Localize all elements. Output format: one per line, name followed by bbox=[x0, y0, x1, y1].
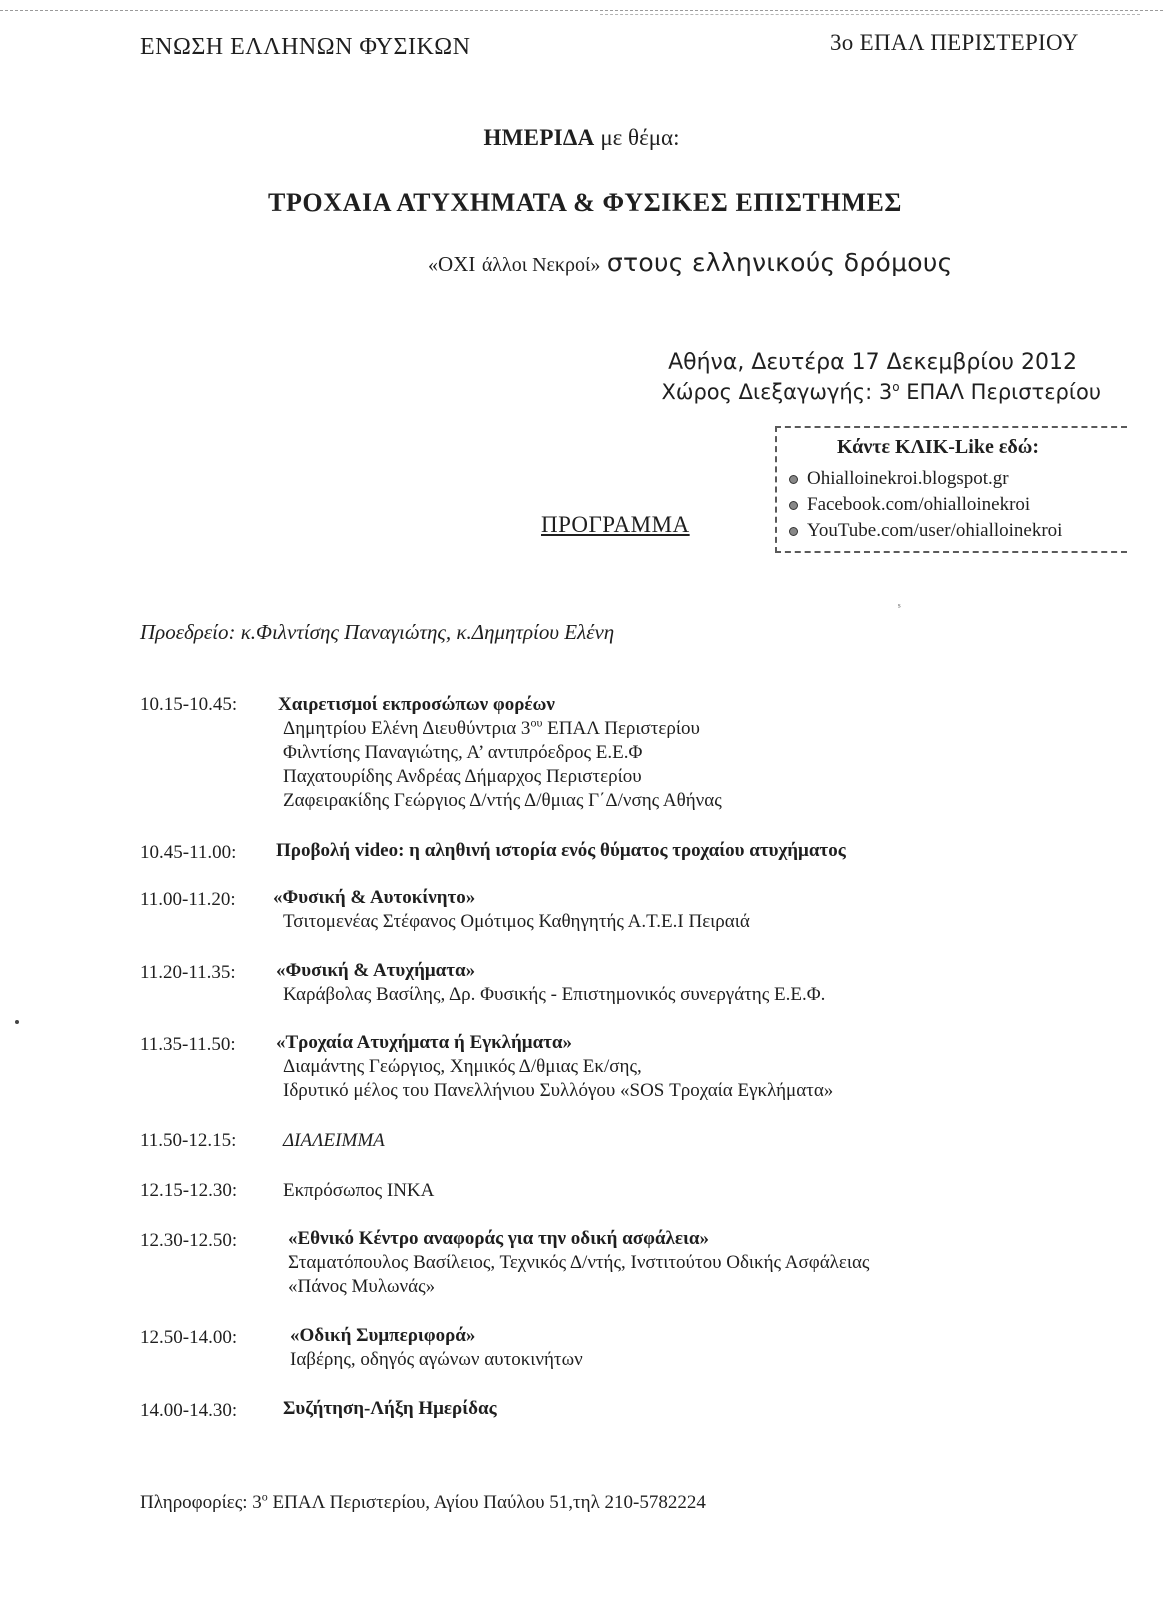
schedule-time: 10.45-11.00: bbox=[140, 842, 237, 863]
social-link-youtube[interactable]: YouTube.com/user/ohialloinekroi bbox=[807, 520, 1063, 541]
schedule-detail bbox=[283, 715, 700, 740]
schedule-time: 11.50-12.15: bbox=[140, 1130, 237, 1151]
social-link-blog[interactable]: Ohialloinekroi.blogspot.gr bbox=[807, 468, 1009, 489]
scan-artifact-line bbox=[600, 14, 1140, 15]
organization-right: 3ο ΕΠΑΛ ΠΕΡΙΣΤΕΡΙΟΥ bbox=[830, 30, 1079, 55]
subtitle-quote-body: άλλοι Νεκροί» bbox=[481, 254, 601, 276]
event-venue bbox=[661, 380, 1101, 404]
footer-prefix: Πληροφορίες: 3 bbox=[140, 1492, 262, 1513]
social-link-item[interactable] bbox=[789, 492, 1062, 518]
event-date: Αθήνα, Δευτέρα 17 Δεκεμβρίου 2012 bbox=[668, 350, 1077, 375]
schedule-detail: Ιαβέρης, οδηγός αγώνων αυτοκινήτων bbox=[290, 1349, 583, 1370]
schedule-title: «Εθνικό Κέντρο αναφοράς για την οδική ασφάλεια» bbox=[288, 1228, 709, 1249]
social-link-facebook[interactable]: Facebook.com/ohialloinekroi bbox=[807, 494, 1031, 515]
schedule-title: Χαιρετισμοί εκπροσώπων φορέων bbox=[278, 694, 555, 715]
social-link-item[interactable] bbox=[789, 466, 1062, 492]
schedule-detail: Καράβολας Βασίλης, Δρ. Φυσικής - Επιστημονικός συνεργάτης Ε.Ε.Φ. bbox=[283, 984, 826, 1005]
schedule-time: 10.15-10.45: bbox=[140, 694, 238, 715]
schedule-detail-text: ΕΠΑΛ Περιστερίου bbox=[542, 718, 700, 739]
schedule-time: 12.15-12.30: bbox=[140, 1180, 238, 1201]
social-links-title: Κάντε ΚΛΙΚ-Like εδώ: bbox=[837, 436, 1040, 458]
subtitle-rest: στους ελληνικούς δρόμους bbox=[606, 248, 953, 277]
schedule-time: 11.00-11.20: bbox=[140, 889, 236, 910]
schedule-time: 12.50-14.00: bbox=[140, 1327, 238, 1348]
footer-sup: ο bbox=[261, 1489, 268, 1504]
event-label: ΗΜΕΡΙΔΑ bbox=[483, 125, 595, 150]
footer-suffix: ΕΠΑΛ Περιστερίου, Αγίου Παύλου 51,τηλ 210-5782224 bbox=[267, 1492, 706, 1513]
schedule-title: «Οδική Συμπεριφορά» bbox=[290, 1325, 476, 1346]
schedule-detail: Τσιτομενέας Στέφανος Ομότιμος Καθηγητής Α.Τ.Ε.Ι Πειραιά bbox=[283, 911, 750, 932]
event-title: ΤΡΟΧΑΙΑ ΑΤΥΧΗΜΑΤΑ & ΦΥΣΙΚΕΣ ΕΠΙΣΤΗΜΕΣ bbox=[268, 188, 902, 217]
subtitle-oxi: ΟΧΙ bbox=[438, 252, 476, 276]
schedule-detail: Παχατουρίδης Ανδρέας Δήμαρχος Περιστερίου bbox=[283, 766, 642, 787]
schedule-title: «Τροχαία Ατυχήματα ή Εγκλήματα» bbox=[276, 1032, 573, 1053]
bullet-icon bbox=[789, 501, 798, 510]
scan-artifact-line bbox=[0, 10, 1163, 11]
schedule-time: 14.00-14.30: bbox=[140, 1400, 238, 1421]
scan-speck bbox=[15, 1020, 19, 1024]
presidium-line: Προεδρείο: κ.Φιλντίσης Παναγιώτης, κ.Δημητρίου Ελένη bbox=[140, 620, 615, 644]
social-links-box bbox=[775, 426, 1127, 553]
event-label-suffix: με θέμα: bbox=[600, 125, 680, 150]
organization-left: ΕΝΩΣΗ ΕΛΛΗΝΩΝ ΦΥΣΙΚΩΝ bbox=[140, 34, 471, 60]
venue-suffix: ΕΠΑΛ Περιστερίου bbox=[899, 380, 1101, 404]
scan-speck: ˢ bbox=[898, 600, 901, 614]
schedule-detail: Ιδρυτικό μέλος του Πανελλήνιου Συλλόγου «SOS Τροχαία Εγκλήματα» bbox=[283, 1080, 834, 1101]
social-links-list bbox=[789, 466, 1062, 544]
schedule-detail-text: Δημητρίου Ελένη Διευθύντρια 3 bbox=[283, 718, 531, 739]
footer-info bbox=[140, 1489, 706, 1514]
schedule-detail: Σταματόπουλος Βασίλειος, Τεχνικός Δ/ντής, Ινστιτούτου Οδικής Ασφάλειας bbox=[288, 1252, 870, 1273]
schedule-time: 11.35-11.50: bbox=[140, 1034, 236, 1055]
schedule-time: 11.20-11.35: bbox=[140, 962, 236, 983]
bullet-icon bbox=[789, 527, 798, 536]
schedule-title: «Φυσική & Ατυχήματα» bbox=[276, 960, 476, 981]
program-heading: ΠΡΟΓΡΑΜΜΑ bbox=[541, 512, 690, 537]
schedule-detail-sup: ου bbox=[530, 715, 543, 730]
subtitle-quote-open: « bbox=[428, 254, 438, 276]
schedule-title: Συζήτηση-Λήξη Ημερίδας bbox=[283, 1398, 497, 1419]
schedule-title: ΔΙΑΛΕΙΜΜΑ bbox=[283, 1130, 385, 1151]
venue-sup: ο bbox=[892, 380, 900, 394]
schedule-title: Εκπρόσωπος ΙΝΚΑ bbox=[283, 1180, 435, 1201]
bullet-icon bbox=[789, 475, 798, 484]
schedule-detail: «Πάνος Μυλωνάς» bbox=[288, 1276, 436, 1297]
event-type-line bbox=[0, 125, 1163, 151]
schedule-title: «Φυσική & Αυτοκίνητο» bbox=[273, 887, 476, 908]
schedule-detail: Ζαφειρακίδης Γεώργιος Δ/ντής Δ/θμιας Γ΄Δ/νσης Αθήνας bbox=[283, 790, 722, 811]
venue-prefix: Χώρος Διεξαγωγής: 3 bbox=[661, 380, 893, 404]
social-link-item[interactable] bbox=[789, 518, 1062, 544]
schedule-title: Προβολή video: η αληθινή ιστορία ενός θύματος τροχαίου ατυχήματος bbox=[276, 840, 846, 861]
schedule-time: 12.30-12.50: bbox=[140, 1230, 238, 1251]
event-subtitle bbox=[428, 248, 953, 278]
schedule-detail: Φιλντίσης Παναγιώτης, Α’ αντιπρόεδρος Ε.Ε.Φ bbox=[283, 742, 643, 763]
schedule-detail: Διαμάντης Γεώργιος, Χημικός Δ/θμιας Εκ/σης, bbox=[283, 1056, 642, 1077]
